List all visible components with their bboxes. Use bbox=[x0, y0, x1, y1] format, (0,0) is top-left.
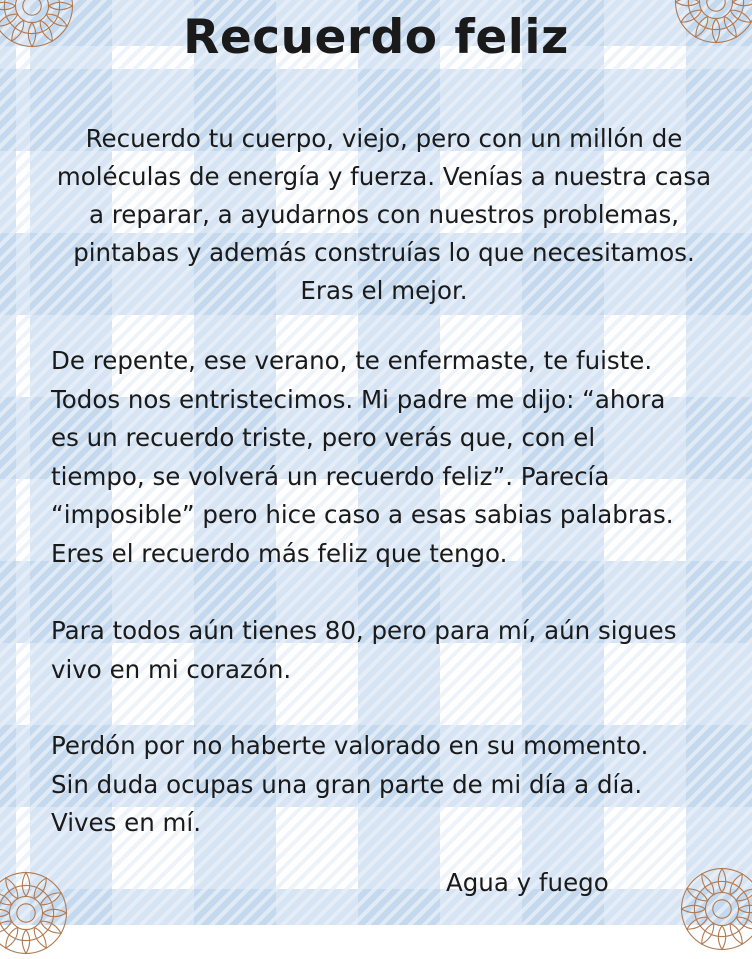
text-line: “imposible” pero hice caso a esas sabias palabras. bbox=[51, 500, 674, 529]
text-line: a reparar, a ayudarnos con nuestros problemas, bbox=[88, 200, 680, 229]
text-line: es un recuerdo triste, pero verás que, con el bbox=[51, 423, 596, 452]
text-line: Perdón por no haberte valorado en su momento. bbox=[51, 731, 649, 760]
text-line: Recuerdo tu cuerpo, viejo, pero con un millón de bbox=[85, 124, 683, 153]
page-title: Recuerdo feliz bbox=[183, 10, 569, 65]
text-line: vivo en mi corazón. bbox=[51, 654, 292, 684]
paragraph-intro bbox=[40, 120, 728, 310]
text-line: tiempo, se volverá un recuerdo feliz”. Parecía bbox=[51, 461, 610, 491]
text-line: Para todos aún tienes 80, pero para mí, aún sigues bbox=[51, 616, 677, 645]
text-line: Sin duda ocupas una gran parte de mi día a día. bbox=[51, 769, 643, 799]
text-line: Eras el mejor. bbox=[300, 276, 468, 305]
paragraph-memory bbox=[51, 342, 722, 573]
text-line: Vives en mí. bbox=[51, 808, 202, 837]
mandala-icon bbox=[0, 867, 72, 959]
text-line: De repente, ese verano, te enfermaste, te fuiste. bbox=[51, 346, 653, 375]
text-line: pintabas y además construías lo que necesitamos. bbox=[73, 238, 695, 267]
text-line: moléculas de energía y fuerza. Venías a nuestra casa bbox=[56, 162, 712, 191]
paragraph-apology bbox=[51, 727, 722, 843]
text-line: Eres el recuerdo más feliz que tengo. bbox=[51, 538, 508, 568]
mandala-icon bbox=[676, 863, 752, 955]
paragraph-heart bbox=[51, 612, 722, 689]
signature: Agua y fuego bbox=[446, 868, 609, 897]
text-line: Todos nos entristecimos. Mi padre me dijo: “ahora bbox=[51, 384, 666, 414]
